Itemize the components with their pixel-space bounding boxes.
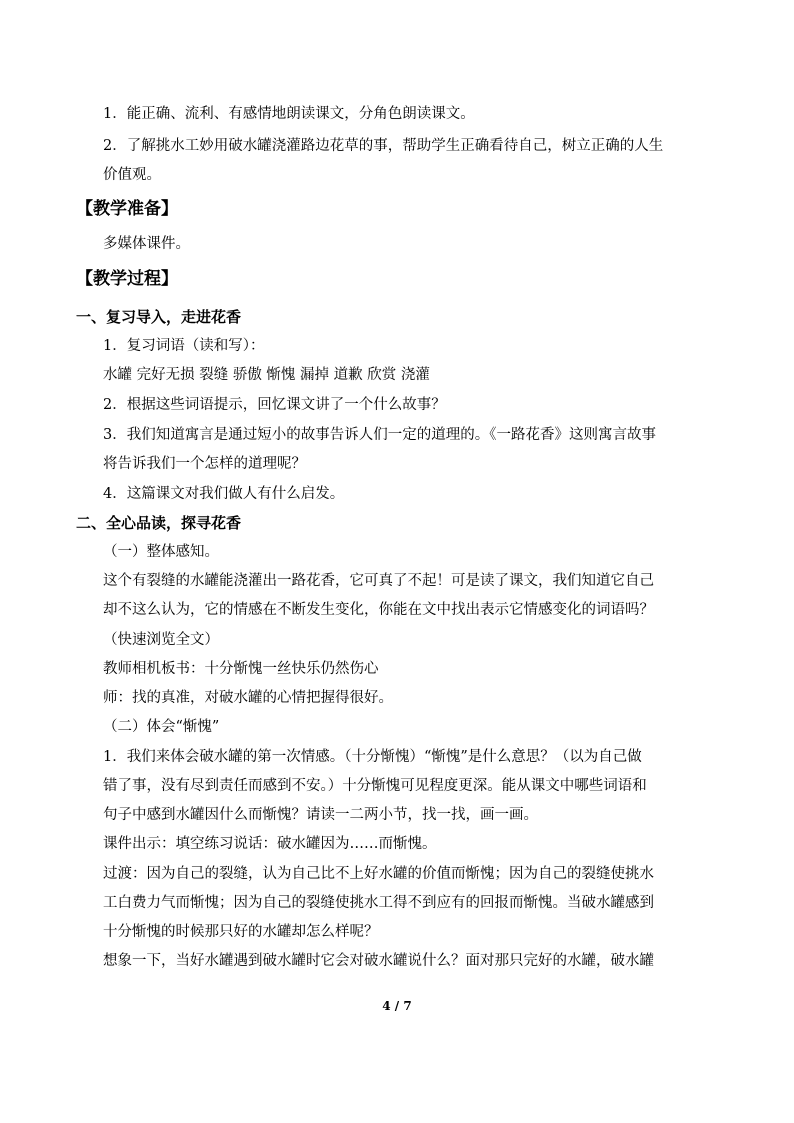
section2-line: 工白费力气而惭愧；因为自己的裂缝使挑水工得不到应有的回报而惭愧。当破水罐感到 <box>103 895 654 911</box>
section1-line: 1．复习词语（读和写）： <box>103 338 265 354</box>
section2-line: （二）体会“惭愧” <box>103 719 220 735</box>
prep-body: 多媒体课件。 <box>103 236 190 252</box>
section2-line: 教师相机板书：十分惭愧一丝快乐仍然伤心 <box>103 661 379 677</box>
section2-line: 课件出示：填空练习说话：破水罐因为……而惭愧。 <box>103 836 437 852</box>
page-number: 4 / 7 <box>382 999 412 1013</box>
section2-line: （快速浏览全文） <box>103 632 219 648</box>
objective-line-3: 价值观。 <box>103 167 161 183</box>
section2-line: 想象一下，当好水罐遇到破水罐时它会对破水罐说什么？面对那只完好的水罐，破水罐 <box>103 953 654 969</box>
section1-title: 一、复习导入，走进花香 <box>76 308 242 326</box>
process-heading: 【教学过程】 <box>76 269 178 289</box>
section2-line: （一）整体感知。 <box>103 544 219 560</box>
section2-line: 1．我们来体会破水罐的第一次情感。（十分惭愧）“惭愧”是什么意思？（以为自己做 <box>103 749 642 765</box>
section2-line: 过渡：因为自己的裂缝，认为自己比不上好水罐的价值而惭愧；因为自己的裂缝使挑水 <box>103 866 654 882</box>
section1-line: 将告诉我们一个怎样的道理呢？ <box>103 456 306 472</box>
section2-title: 二、全心品读，探寻花香 <box>76 514 242 532</box>
section1-line: 2．根据这些词语提示，回忆课文讲了一个什么故事？ <box>103 397 446 413</box>
section2-line: 师：找的真准，对破水罐的心情把握得很好。 <box>103 690 393 706</box>
section2-line: 这个有裂缝的水罐能浇灌出一路花香，它可真了不起！可是读了课文，我们知道它自己 <box>103 573 654 589</box>
section1-line: 3．我们知道寓言是通过短小的故事告诉人们一定的道理的。《一路花香》这则寓言故事 <box>103 427 656 443</box>
section2-line: 错了事，没有尽到责任而感到不安。）十分惭愧可见程度更深。能从课文中哪些词语和 <box>103 778 647 794</box>
objective-line-2: 2．了解挑水工妙用破水罐浇灌路边花草的事，帮助学生正确看待自己，树立正确的人生 <box>103 138 664 154</box>
section2-line: 十分惭愧的时候那只好的水罐却怎么样呢？ <box>103 924 379 940</box>
objective-line-1: 1．能正确、流利、有感情地朗读课文，分角色朗读课文。 <box>103 106 475 122</box>
section2-line: 却不这么认为，它的情感在不断发生变化，你能在文中找出表示它情感变化的词语吗？ <box>103 602 654 618</box>
section1-line: 4．这篇课文对我们做人有什么启发。 <box>103 486 345 502</box>
prep-heading: 【教学准备】 <box>76 199 178 219</box>
section1-line: 水罐 完好无损 裂缝 骄傲 惭愧 漏掉 道歉 欣赏 浇灌 <box>103 367 430 383</box>
section2-line: 句子中感到水罐因什么而惭愧？请读一二两小节，找一找，画一画。 <box>103 807 538 823</box>
